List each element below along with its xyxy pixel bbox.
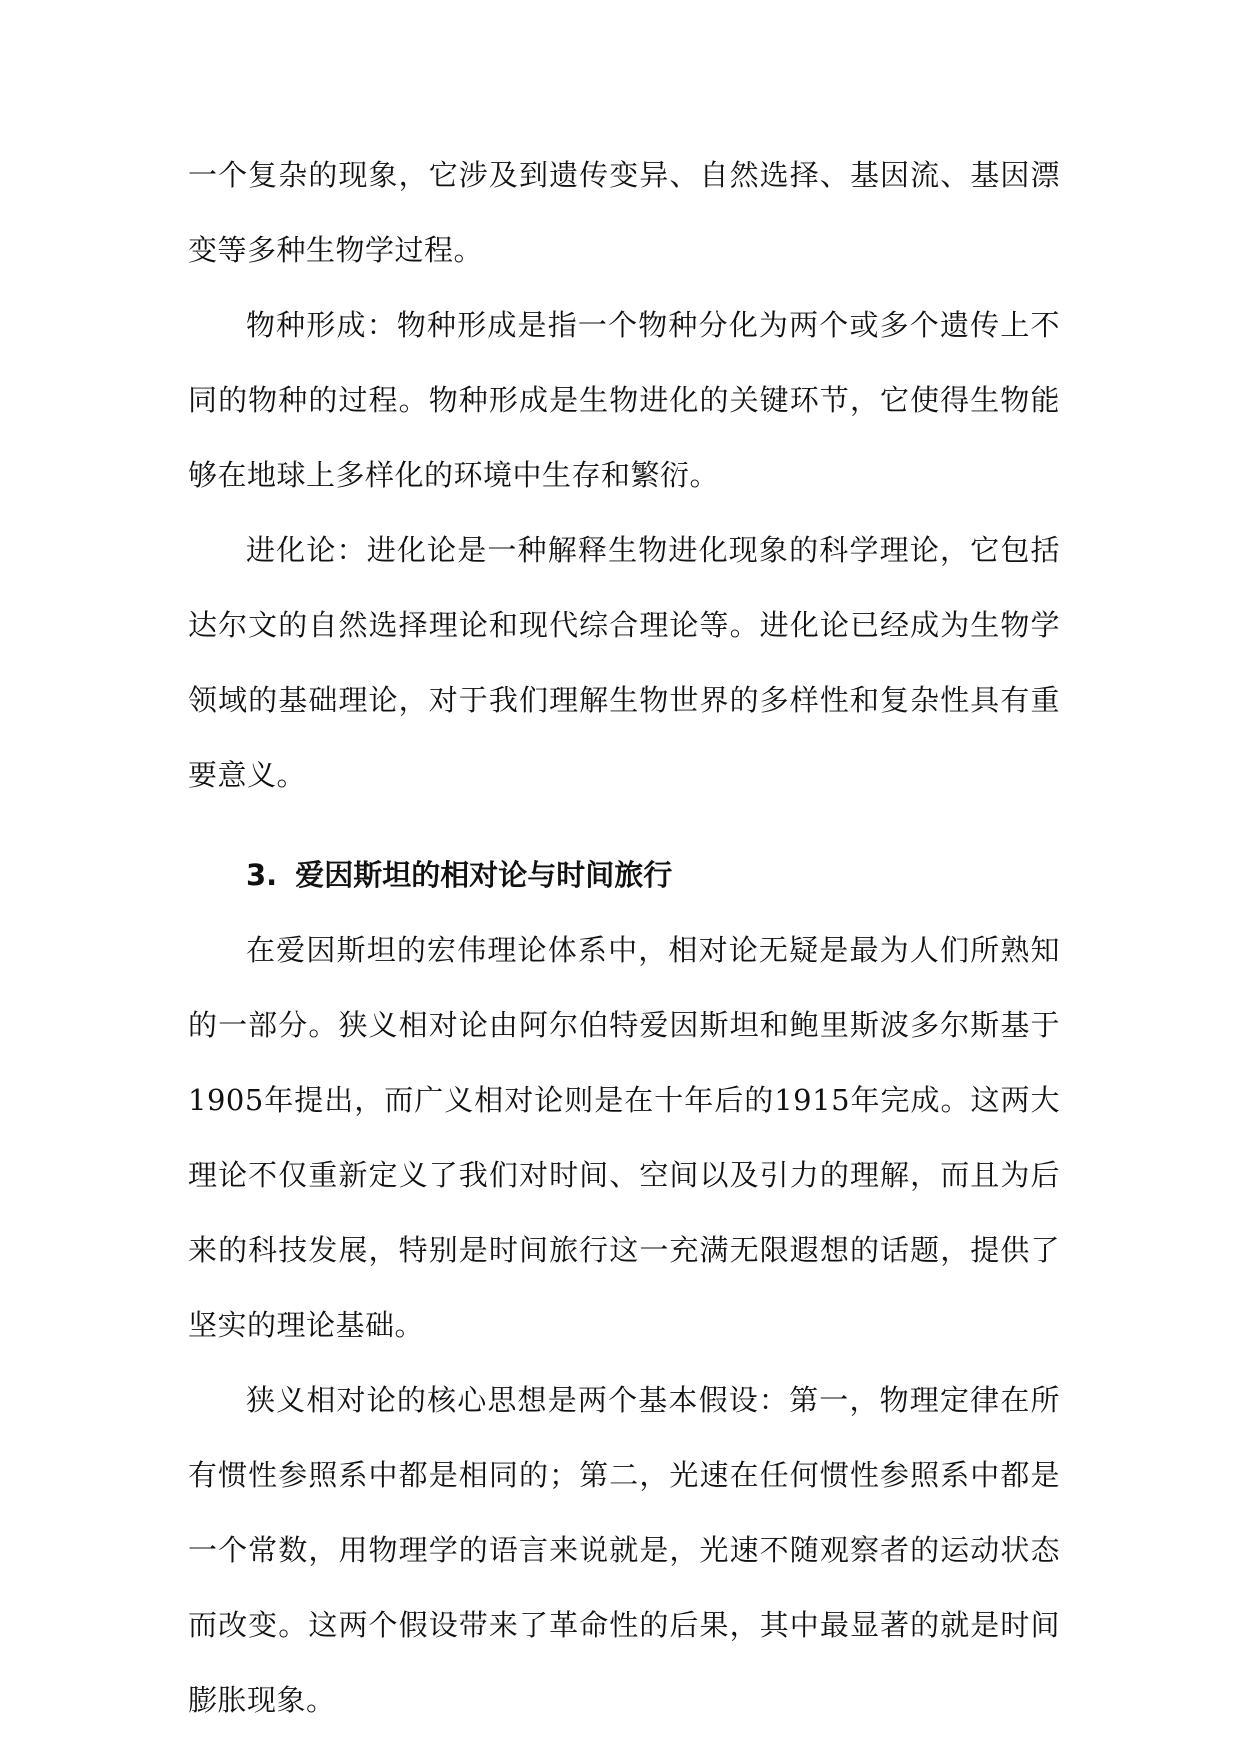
paragraph-special-relativity: 狭义相对论的核心思想是两个基本假设：第一，物理定律在所有惯性参照系中都是相同的；第二，光速在任何惯性参照系中都是一个常数，用物理学的语言来说就是，光速不随观察者的运动状态而改变。这两个假设带来了革命性的后果，其中最显著的就是时间膨胀现象。 xyxy=(188,1383,1060,1717)
paragraph-relativity-intro: 在爱因斯坦的宏伟理论体系中，相对论无疑是最为人们所熟知的一部分。狭义相对论由阿尔伯特爱因斯坦和鲍里斯波多尔斯基于1905年提出，而广义相对论则是在十年后的1915年完成。这两大理论不仅重新定义了我们对时间、空间以及引力的理解，而且为后来的科技发展，特别是时间旅行这一充满无限遐想的话题，提供了坚实的理论基础。 xyxy=(188,933,1060,1342)
section-number: 3. xyxy=(246,858,278,892)
paragraph-speciation: 物种形成：物种形成是指一个物种分化为两个或多个遗传上不同的物种的过程。物种形成是生物进化的关键环节，它使得生物能够在地球上多样化的环境中生存和繁衍。 xyxy=(188,308,1060,492)
page-content xyxy=(188,138,1060,1738)
section-title: 爱因斯坦的相对论与时间旅行 xyxy=(295,858,673,892)
section-heading xyxy=(188,838,1060,913)
paragraph-evolution-theory: 进化论：进化论是一种解释生物进化现象的科学理论，它包括达尔文的自然选择理论和现代综合理论等。进化论已经成为生物学领域的基础理论，对于我们理解生物世界的多样性和复杂性具有重要意义。 xyxy=(188,533,1060,792)
paragraph-evolution-continuation: 一个复杂的现象，它涉及到遗传变异、自然选择、基因流、基因漂变等多种生物学过程。 xyxy=(188,158,1060,267)
